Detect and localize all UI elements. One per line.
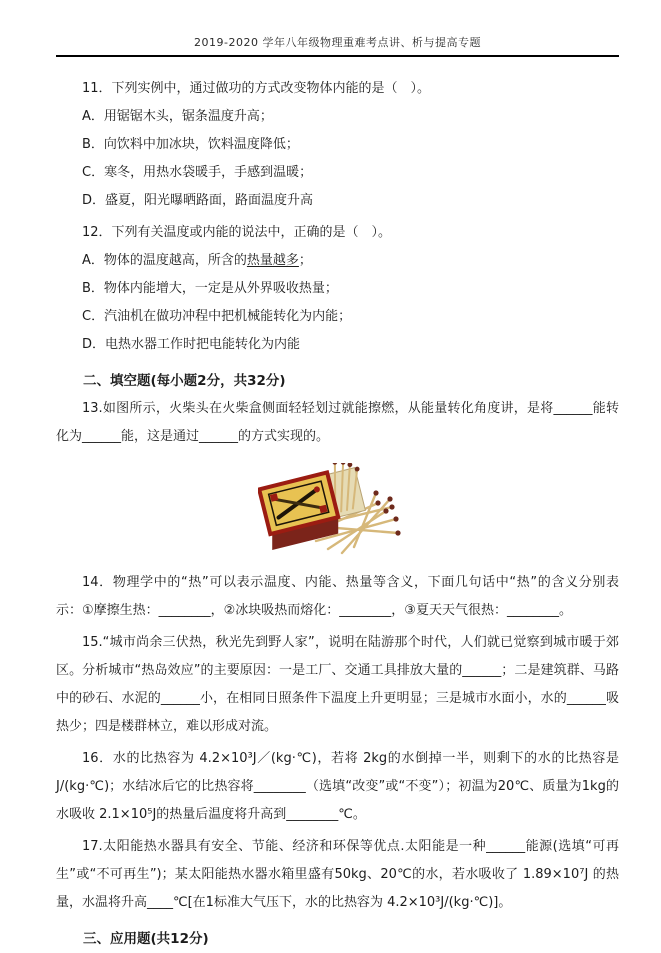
section-2-heading: 二、填空题(每小题2分，共32分) (83, 373, 286, 389)
question-12-stem: 12．下列有关温度或内能的说法中，正确的是（ ）。 (82, 225, 392, 240)
question-11-option-a: A．用锯锯木头，锯条温度升高； (82, 109, 273, 124)
question-13-text: 13.如图所示，火柴头在火柴盒侧面轻轻划过就能擦燃，从能量转化角度讲，是将______能转化为______能，这是通过______的方式实现的。 (56, 401, 619, 444)
option-a-text: A．物体的温度越高，所含的 (82, 253, 247, 268)
option-a-suffix: ； (298, 253, 312, 268)
question-14-text: 14．物理学中的“热”可以表示温度、内能、热量等含义，下面几句话中“热”的含义分别表示：①摩擦生热：________，②冰块吸热而熔化：________，③夏天天气很热：________。 (56, 575, 619, 618)
question-12-option-b: B．物体内能增大，一定是从外界吸收热量； (82, 281, 338, 296)
page-header (56, 34, 619, 57)
question-16-text: 16．水的比热容为 4.2×10³J／(kg·℃)，若将 2kg的水倒掉一半，则剩下的水的比热容是 J/(kg·℃)；水结冰后它的比热容将________（选填“改变”或“不变”）；初温为20℃、质量为1kg的水吸收 2.1×10⁵J的热量后温度将升高到________℃。 (56, 751, 619, 822)
question-17-text: 17.太阳能热水器具有安全、节能、经济和环保等优点.太阳能是一种______能源(选填“可再生”或“不可再生”)；某太阳能热水器水箱里盛有50kg、20℃的水，若水吸收了 1.89×10⁷J 的热量，水温将升高____℃[在1标准大气压下，水的比热容为 4.2×10³J/(kg·℃)]。 (56, 839, 619, 910)
question-11-option-b: B．向饮料中加冰块，饮料温度降低； (82, 137, 299, 152)
question-11-option-c: C．寒冬，用热水袋暖手，手感到温暖； (82, 165, 313, 180)
worksheet-body (56, 57, 619, 953)
matchbox-matches-image (258, 463, 418, 559)
question-12-option-c: C．汽油机在做功冲程中把机械能转化为内能； (82, 309, 352, 324)
section-3-heading: 三、应用题(共12分) (83, 931, 209, 947)
option-a-underlined-text: 热量越多 (246, 253, 299, 268)
question-12-option-a (56, 247, 619, 275)
question-11-stem: 11．下列实例中，通过做功的方式改变物体内能的是（ ）。 (82, 81, 431, 96)
header-title: 2019-2020 学年八年级物理重难考点讲、析与提高专题 (194, 36, 481, 49)
question-13-figure (56, 463, 619, 559)
question-15-text: 15.“城市尚余三伏热，秋光先到野人家”，说明在陆游那个时代，人们就已觉察到城市暖于郊区。分析城市“热岛效应”的主要原因：一是工厂、交通工具排放大量的______；二是建筑群、马路中的砂石、水泥的______小，在相同日照条件下温度上升更明显；三是城市水面小，水的______吸热少；四是楼群林立，难以形成对流。 (56, 635, 619, 734)
question-11-option-d: D．盛夏，阳光曝晒路面，路面温度升高 (82, 193, 314, 208)
question-12-option-d: D．电热水器工作时把电能转化为内能 (82, 337, 301, 352)
